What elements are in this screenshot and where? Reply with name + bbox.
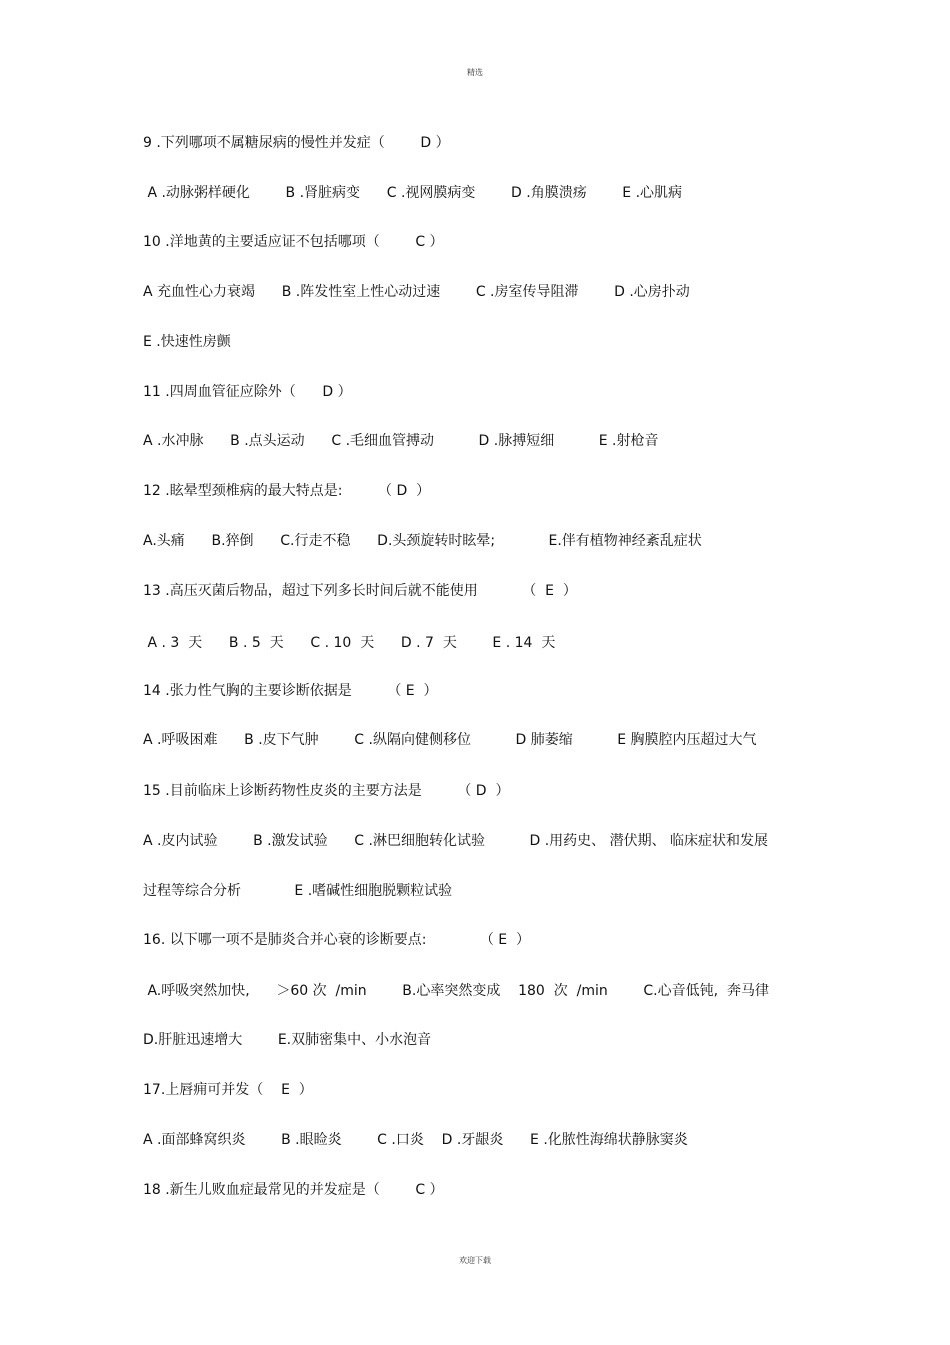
question-10: 10 .洋地黄的主要适应证不包括哪项（ C ） <box>143 234 444 250</box>
question-12: 12 .眩晕型颈椎病的最大特点是: （ D ） <box>143 483 431 499</box>
question-9: 9 .下列哪项不属糖尿病的慢性并发症（ D ） <box>143 135 450 151</box>
question-14: 14 .张力性气胸的主要诊断依据是 （ E ） <box>143 683 438 699</box>
question-13: 13 .高压灭菌后物品，超过下列多长时间后就不能使用 （ E ） <box>143 583 577 599</box>
options-16-cont: D.肝脏迅速增大 E.双肺密集中、小水泡音 <box>143 1032 432 1048</box>
question-15: 15 .目前临床上诊断药物性皮炎的主要方法是 （ D ） <box>143 783 510 799</box>
page-header: 精选 <box>467 68 483 77</box>
options-9: A .动脉粥样硬化 B .肾脏病变 C .视网膜病变 D .角膜溃疡 E .心肌病 <box>143 185 683 201</box>
options-10: A 充血性心力衰竭 B .阵发性室上性心动过速 C .房室传导阻滞 D .心房扑动 <box>143 284 690 300</box>
options-15-cont: 过程等综合分析 E .嗜碱性细胞脱颗粒试验 <box>143 883 453 899</box>
options-15: A .皮内试验 B .激发试验 C .淋巴细胞转化试验 D .用药史、 潜伏期、 临床症状和发展 <box>143 833 769 849</box>
options-11: A .水冲脉 B .点头运动 C .毛细血管搏动 D .脉搏短细 E .射枪音 <box>143 433 659 449</box>
question-16: 16. 以下哪一项不是肺炎合并心衰的诊断要点: （ E ） <box>143 932 531 948</box>
options-16: A.呼吸突然加快, ＞60 次 /min B.心率突然变成 180 次 /min C.心音低钝, 奔马律 <box>143 983 769 999</box>
options-14: A .呼吸困难 B .皮下气肿 C .纵隔向健侧移位 D 肺萎缩 E 胸膜腔内压超过大气 <box>143 732 757 748</box>
question-11: 11 .四周血管征应除外（ D ） <box>143 384 352 400</box>
options-10-cont: E .快速性房颤 <box>143 334 231 350</box>
options-12: A.头痛 B.猝倒 C.行走不稳 D.头颈旋转时眩晕; E.伴有植物神经紊乱症状 <box>143 533 702 549</box>
question-18: 18 .新生儿败血症最常见的并发症是（ C ） <box>143 1182 444 1198</box>
options-17: A .面部蜂窝织炎 B .眼睑炎 C .口炎 D .牙龈炎 E .化脓性海绵状静脉窦炎 <box>143 1132 688 1148</box>
question-17: 17.上唇痈可并发（ E ） <box>143 1082 313 1098</box>
options-13: A . 3 天 B . 5 天 C . 10 天 D . 7 天 E . 14 天 <box>143 635 556 651</box>
page-footer: 欢迎下载 <box>459 1256 491 1265</box>
